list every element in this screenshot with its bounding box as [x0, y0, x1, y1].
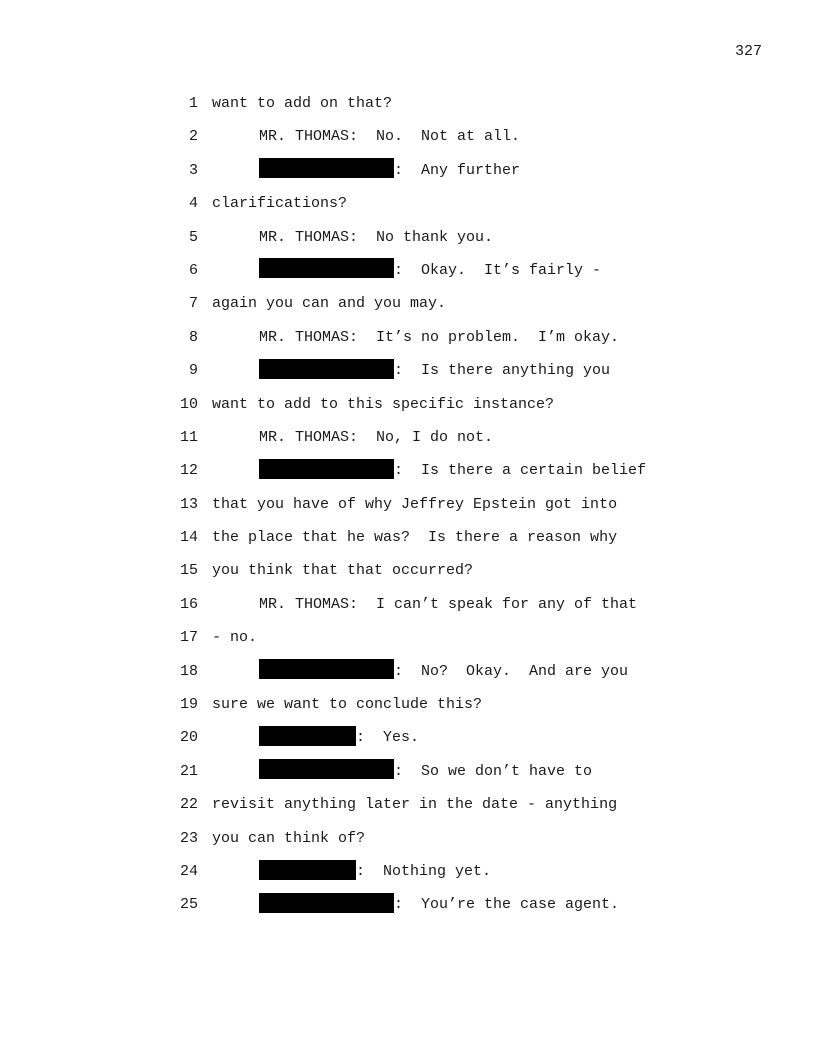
- speech-text: : Is there anything you: [394, 362, 611, 380]
- line-number: 21: [179, 762, 198, 780]
- transcript-line: [0, 187, 816, 220]
- speech-text: : Nothing yet.: [356, 862, 492, 880]
- line-text: again you can and you may.: [212, 295, 447, 313]
- line-number: 16: [179, 595, 198, 613]
- line-number: 12: [179, 462, 198, 480]
- line-number: 25: [179, 896, 198, 914]
- line-text: [259, 354, 610, 387]
- line-number: 14: [179, 529, 198, 547]
- line-text: [259, 855, 491, 888]
- transcript-line: [0, 221, 816, 254]
- redaction-block: [259, 158, 394, 178]
- transcript-line: [0, 855, 816, 888]
- line-text: [259, 888, 619, 921]
- transcript-line: [0, 354, 816, 387]
- redaction-block: [259, 726, 356, 746]
- speech-text: : You’re the case agent.: [394, 896, 620, 914]
- speech-text: : So we don’t have to: [394, 762, 593, 780]
- line-text: you can think of?: [212, 829, 366, 847]
- speech-text: : Yes.: [356, 729, 420, 747]
- line-number: 6: [188, 261, 198, 279]
- line-number: 17: [179, 629, 198, 647]
- line-number: 4: [188, 195, 198, 213]
- line-number: 5: [188, 228, 198, 246]
- redaction-block: [259, 359, 394, 379]
- line-number: 18: [179, 662, 198, 680]
- line-text: MR. THOMAS: No thank you.: [259, 228, 494, 246]
- line-number: 19: [179, 696, 198, 714]
- line-number: 20: [179, 729, 198, 747]
- transcript-line: [0, 254, 816, 287]
- line-number: 22: [179, 796, 198, 814]
- line-text: [259, 454, 646, 487]
- line-number: 9: [188, 362, 198, 380]
- line-text: that you have of why Jeffrey Epstein got into: [212, 495, 618, 513]
- transcript-line: [0, 822, 816, 855]
- transcript-line: [0, 454, 816, 487]
- line-text: want to add to this specific instance?: [212, 395, 555, 413]
- line-number: 8: [188, 328, 198, 346]
- line-text: clarifications?: [212, 195, 348, 213]
- transcript-line: [0, 621, 816, 654]
- line-number: 1: [188, 95, 198, 112]
- transcript-line: [0, 888, 816, 921]
- line-number: 7: [188, 295, 198, 313]
- line-text: MR. THOMAS: No. Not at all.: [259, 128, 521, 146]
- transcript-line: [0, 321, 816, 354]
- transcript-line: [0, 287, 816, 320]
- transcript-line: [0, 655, 816, 688]
- line-text: revisit anything later in the date - anything: [212, 796, 618, 814]
- redaction-block: [259, 258, 394, 278]
- speech-text: : Is there a certain belief: [394, 462, 647, 480]
- speech-text: : No? Okay. And are you: [394, 662, 629, 680]
- transcript-line: [0, 120, 816, 153]
- line-text: MR. THOMAS: I can’t speak for any of that: [259, 595, 638, 613]
- redaction-block: [259, 659, 394, 679]
- transcript-line: [0, 488, 816, 521]
- line-number: 10: [179, 395, 198, 413]
- transcript-line: [0, 588, 816, 621]
- transcript-line: [0, 154, 816, 187]
- line-text: want to add on that?: [212, 95, 393, 112]
- line-text: - no.: [212, 629, 258, 647]
- transcript-line: [0, 388, 816, 421]
- redaction-block: [259, 893, 394, 913]
- line-text: [259, 154, 520, 187]
- line-number: 23: [179, 829, 198, 847]
- transcript: [0, 87, 816, 922]
- transcript-line: [0, 421, 816, 454]
- line-text: the place that he was? Is there a reason why: [212, 529, 618, 547]
- redaction-block: [259, 860, 356, 880]
- line-text: MR. THOMAS: It’s no problem. I’m okay.: [259, 328, 620, 346]
- redaction-block: [259, 759, 394, 779]
- transcript-line: [0, 87, 816, 120]
- line-text: sure we want to conclude this?: [212, 696, 483, 714]
- speech-text: : Any further: [394, 161, 521, 179]
- transcript-line: [0, 521, 816, 554]
- line-number: 24: [179, 862, 198, 880]
- transcript-line: [0, 688, 816, 721]
- line-text: you think that that occurred?: [212, 562, 474, 580]
- line-number: 3: [188, 161, 198, 179]
- redaction-block: [259, 459, 394, 479]
- line-number: 11: [179, 428, 198, 446]
- page-number: 327: [734, 43, 762, 60]
- line-number: 15: [179, 562, 198, 580]
- line-text: [259, 254, 601, 287]
- line-text: MR. THOMAS: No, I do not.: [259, 428, 494, 446]
- line-text: [259, 655, 628, 688]
- transcript-line: [0, 788, 816, 821]
- transcript-line: [0, 554, 816, 587]
- transcript-line: [0, 721, 816, 754]
- line-text: [259, 721, 419, 754]
- speech-text: : Okay. It’s fairly -: [394, 261, 602, 279]
- line-text: [259, 755, 592, 788]
- transcript-line: [0, 755, 816, 788]
- line-number: 13: [179, 495, 198, 513]
- line-number: 2: [188, 128, 198, 146]
